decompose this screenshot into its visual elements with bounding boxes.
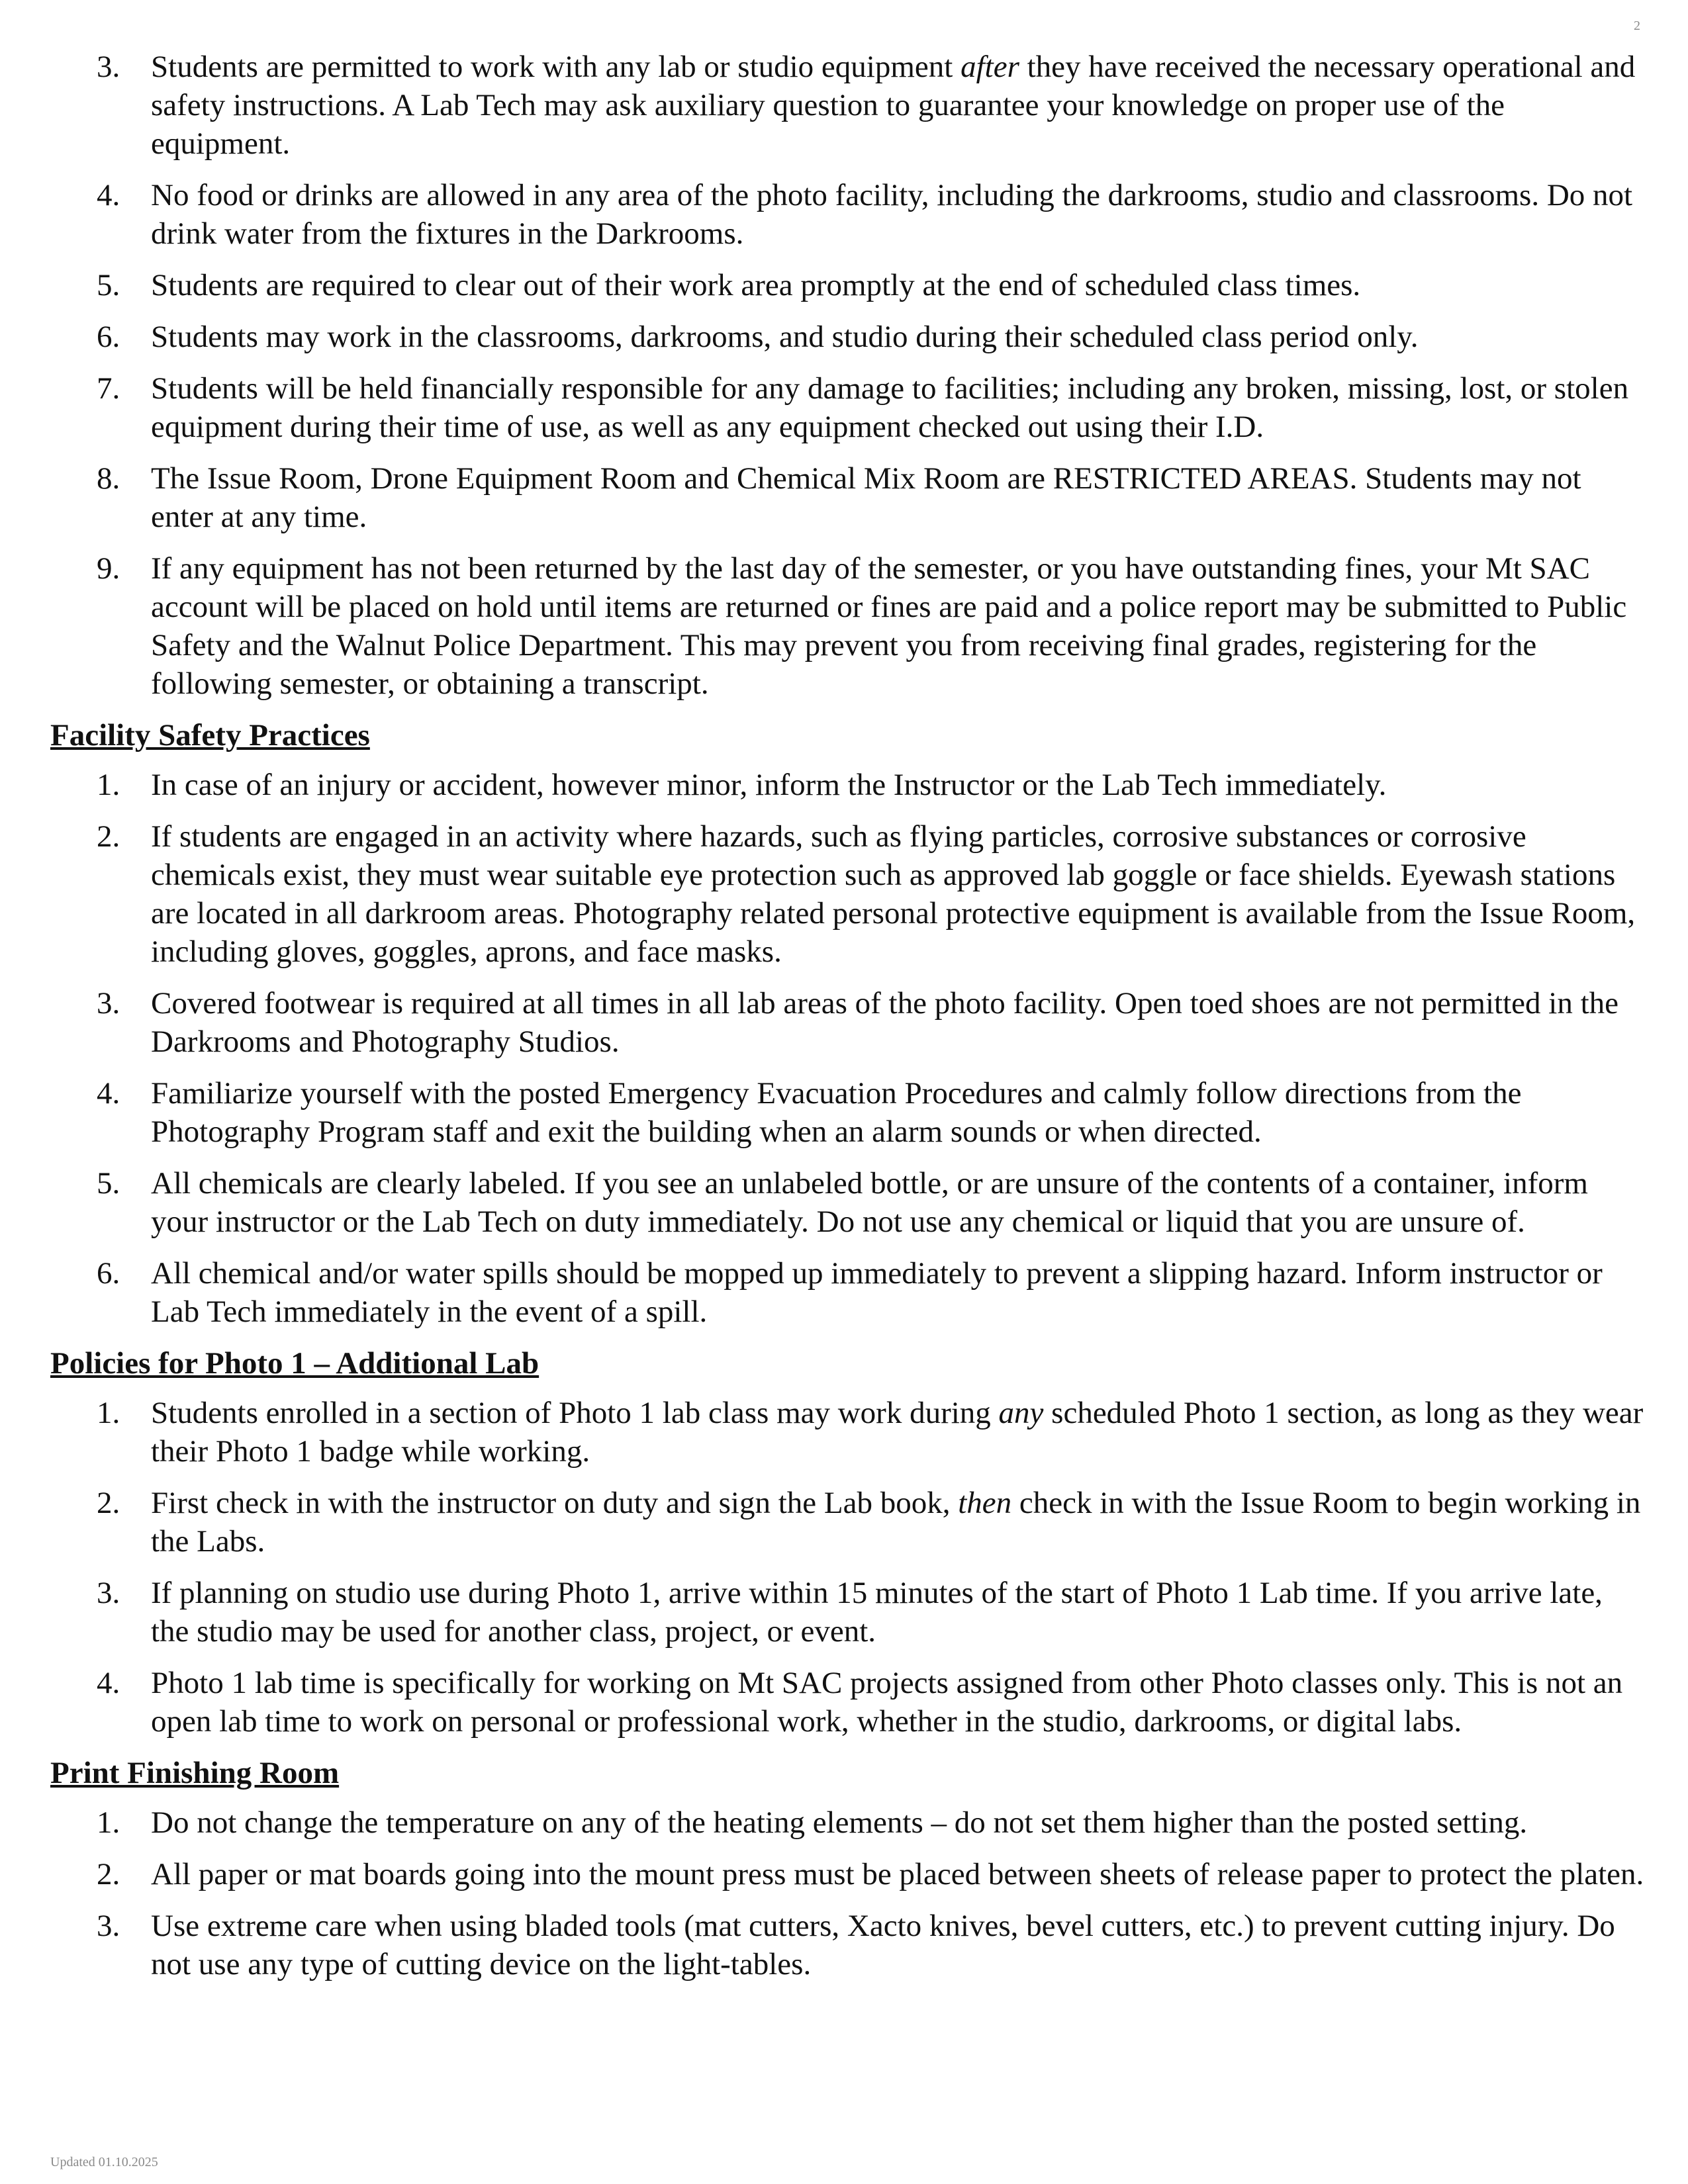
item-number: 6.: [97, 1256, 120, 1291]
list-item: [50, 1074, 1646, 1151]
item-number: 2.: [97, 1857, 120, 1891]
section-general-rules: [50, 48, 1646, 703]
list-item: [50, 176, 1646, 253]
list-item: [50, 266, 1646, 304]
item-number: 3.: [97, 1909, 120, 1943]
item-number: 4.: [97, 178, 120, 212]
list-item: [50, 459, 1646, 536]
item-number: 1.: [97, 1396, 120, 1430]
section-heading: Print Finishing Room: [50, 1756, 340, 1790]
item-number: 5.: [97, 1166, 120, 1201]
section-heading: Facility Safety Practices: [50, 718, 370, 752]
section-print-finishing: [50, 1754, 1646, 1983]
list-item: [50, 1803, 1646, 1842]
list-item: [50, 1664, 1646, 1741]
item-number: 1.: [97, 1805, 120, 1840]
item-text: Students are permitted to work with any lab or studio equipment: [151, 50, 961, 84]
list-item: [50, 1394, 1646, 1471]
item-number: 3.: [97, 50, 120, 84]
list-item: [50, 369, 1646, 446]
item-text: Familiarize yourself with the posted Emergency Evacuation Procedures and calmly follow directions from the Photography Program staff and exit the building when an alarm sounds or when directed.: [151, 1076, 1522, 1149]
item-number: 3.: [97, 986, 120, 1021]
item-text: All chemical and/or water spills should be mopped up immediately to prevent a slipping hazard. Inform instructor or Lab Tech immediately in the event of a spill.: [151, 1256, 1603, 1329]
item-text: If any equipment has not been returned by the last day of the semester, or you have outstanding fines, your Mt SAC account will be placed on hold until items are returned or fines are paid and a police report may be submitted to Public Safety and the Walnut Police Department. This may prevent you from receiving final grades, registering for the following semester, or obtaining a transcript.: [151, 551, 1627, 701]
list-item: [50, 318, 1646, 356]
item-text: Use extreme care when using bladed tools (mat cutters, Xacto knives, bevel cutters, etc.) to prevent cutting injury. Do not use any type of cutting device on the light-tables.: [151, 1909, 1615, 1981]
item-number: 5.: [97, 268, 120, 302]
item-number: 4.: [97, 1666, 120, 1700]
list-item: [50, 1254, 1646, 1331]
list-item: [50, 817, 1646, 971]
item-text: scheduled Photo 1 section, as long as they wear their Photo 1 badge while working.: [151, 1396, 1644, 1469]
section-facility-safety: [50, 716, 1646, 1331]
item-text: Photo 1 lab time is specifically for working on Mt SAC projects assigned from other Photo classes only. This is not an open lab time to work on personal or professional work, whether in the studio, darkrooms, or digital labs.: [151, 1666, 1623, 1739]
list-item: [50, 1855, 1646, 1893]
list-item: [50, 984, 1646, 1061]
item-emphasis: then: [958, 1486, 1012, 1520]
item-number: 3.: [97, 1576, 120, 1610]
item-text: All paper or mat boards going into the mount press must be placed between sheets of release paper to protect the platen.: [151, 1857, 1644, 1891]
list-item: [50, 1574, 1646, 1651]
item-number: 9.: [97, 551, 120, 586]
item-text: If planning on studio use during Photo 1, arrive within 15 minutes of the start of Photo 1 Lab time. If you arrive late, the studio may be used for another class, project, or event.: [151, 1576, 1603, 1649]
item-text: In case of an injury or accident, however minor, inform the Instructor or the Lab Tech immediately.: [151, 768, 1387, 802]
item-number: 1.: [97, 768, 120, 802]
item-text: Students are required to clear out of their work area promptly at the end of scheduled class times.: [151, 268, 1361, 302]
list-item: [50, 1484, 1646, 1561]
document-body: [50, 48, 1646, 1997]
item-number: 6.: [97, 320, 120, 354]
item-number: 8.: [97, 461, 120, 496]
item-number: 2.: [97, 819, 120, 854]
item-text: All chemicals are clearly labeled. If you see an unlabeled bottle, or are unsure of the contents of a container, inform your instructor or the Lab Tech on duty immediately. Do not use any chemical or liquid that you are unsure of.: [151, 1166, 1588, 1239]
list-item: [50, 48, 1646, 163]
section-photo1-policies: [50, 1344, 1646, 1741]
item-text: Do not change the temperature on any of the heating elements – do not set them higher than the posted setting.: [151, 1805, 1528, 1840]
list-item: [50, 766, 1646, 804]
item-emphasis: any: [998, 1396, 1044, 1430]
item-text: Students may work in the classrooms, darkrooms, and studio during their scheduled class period only.: [151, 320, 1419, 354]
item-number: 7.: [97, 371, 120, 406]
list-item: [50, 1164, 1646, 1241]
item-text: First check in with the instructor on duty and sign the Lab book,: [151, 1486, 959, 1520]
item-number: 2.: [97, 1486, 120, 1520]
item-number: 4.: [97, 1076, 120, 1111]
item-emphasis: after: [961, 50, 1019, 84]
item-text: Covered footwear is required at all times in all lab areas of the photo facility. Open toed shoes are not permitted in the Darkrooms and Photography Studios.: [151, 986, 1618, 1059]
item-text: Students enrolled in a section of Photo 1 lab class may work during: [151, 1396, 999, 1430]
footer-updated-date: Updated 01.10.2025: [50, 2155, 158, 2169]
item-text: check in with the Issue Room to begin working in the Labs.: [151, 1486, 1641, 1559]
item-text: If students are engaged in an activity where hazards, such as flying particles, corrosive substances or corrosive chemicals exist, they must wear suitable eye protection such as approved lab goggle or face shields. Eyewash stations are located in all darkroom areas. Photography related personal protective equipment is available from the Issue Room, including gloves, goggles, aprons, and face masks.: [151, 819, 1636, 969]
item-text: they have received the necessary operational and safety instructions. A Lab Tech may ask auxiliary question to guarantee your knowledge on proper use of the equipment.: [151, 50, 1636, 161]
section-heading: Policies for Photo 1 – Additional Lab: [50, 1346, 539, 1381]
list-item: [50, 1907, 1646, 1983]
item-text: No food or drinks are allowed in any area of the photo facility, including the darkrooms, studio and classrooms. Do not drink water from the fixtures in the Darkrooms.: [151, 178, 1633, 251]
item-text: The Issue Room, Drone Equipment Room and Chemical Mix Room are RESTRICTED AREAS. Students may not enter at any time.: [151, 461, 1581, 534]
list-item: [50, 549, 1646, 703]
page-number: 2: [1634, 19, 1640, 33]
item-text: Students will be held financially responsible for any damage to facilities; including any broken, missing, lost, or stolen equipment during their time of use, as well as any equipment checked out using their I.D.: [151, 371, 1629, 444]
